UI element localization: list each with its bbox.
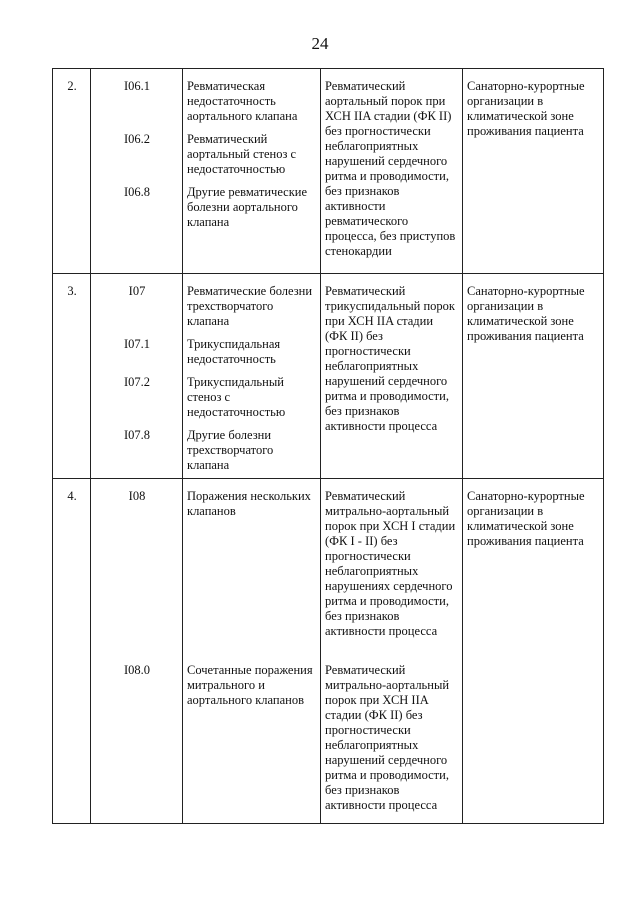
organization-text: Санаторно-курортные организации в климатической зоне проживания пациента: [467, 284, 585, 343]
table-row: [53, 69, 604, 274]
organization-cell: [463, 274, 604, 479]
table-row: [53, 274, 604, 479]
icd-code: I07.1: [123, 337, 151, 351]
diagnosis-text: Другие ревматические болезни аортального клапана: [187, 185, 308, 229]
patient-model-text: Ревматический митрально-аортальный порок при ХСН IIA стадии (ФК II) без прогностически неблагоприятных нарушений сердечного ритма и проводимости, без признаков активности процесса: [325, 663, 450, 812]
patient-model-cell: [321, 274, 463, 479]
icd-code-cell: [91, 274, 183, 479]
diagnosis-text: Трикуспидальная недостаточность: [187, 337, 281, 366]
icd-code: I06.8: [123, 185, 151, 199]
row-number: 3.: [53, 274, 91, 479]
row-number: 2.: [53, 69, 91, 274]
icd-code-cell: [91, 69, 183, 274]
diagnosis-text: Сочетанные поражения митрального и аортального клапанов: [187, 663, 313, 707]
patient-model-cell: [321, 479, 463, 824]
treatment-table: [52, 68, 604, 824]
icd-code: I08.0: [123, 663, 151, 677]
icd-code: I07.8: [123, 428, 151, 442]
diagnosis-cell: [183, 479, 321, 824]
icd-code: I06.2: [123, 132, 151, 146]
diagnosis-cell: [183, 274, 321, 479]
diagnosis-cell: [183, 69, 321, 274]
diagnosis-text: Поражения нескольких клапанов: [187, 489, 311, 518]
icd-code: I08: [128, 489, 146, 503]
organization-text: Санаторно-курортные организации в климатической зоне проживания пациента: [467, 79, 585, 138]
icd-code-cell: [91, 479, 183, 824]
organization-text: Санаторно-курортные организации в климатической зоне проживания пациента: [467, 489, 585, 548]
patient-model-text: Ревматический аортальный порок при ХСН IIA стадии (ФК II) без прогностически неблагоприятных нарушений сердечного ритма и проводимости, без признаков активности ревматического процесса, без приступов стенокардии: [325, 79, 456, 258]
organization-cell: [463, 69, 604, 274]
diagnosis-text: Ревматический аортальный стеноз с недостаточностью: [187, 132, 297, 176]
patient-model-text: Ревматический митрально-аортальный порок при ХСН I стадии (ФК I - II) без прогностически неблагоприятных нарушениях сердечного ритма и проводимости, без признаков активности процесса: [325, 489, 456, 638]
organization-cell: [463, 479, 604, 824]
diagnosis-text: Другие болезни трехстворчатого клапана: [187, 428, 274, 472]
patient-model-text: Ревматический трикуспидальный порок при ХСН IIA стадии (ФК II) без прогностически неблагоприятных нарушений сердечного ритма и проводимости, без признаков активности процесса: [325, 284, 455, 433]
diagnosis-text: Ревматические болезни трехстворчатого клапана: [187, 284, 313, 328]
page-number: 24: [311, 34, 329, 53]
icd-code: I07: [128, 284, 146, 298]
icd-code: I06.1: [123, 79, 151, 93]
diagnosis-text: Трикуспидальный стеноз с недостаточностью: [187, 375, 286, 419]
row-number: 4.: [53, 479, 91, 824]
icd-code: I07.2: [123, 375, 151, 389]
table-row: [53, 479, 604, 824]
patient-model-cell: [321, 69, 463, 274]
diagnosis-text: Ревматическая недостаточность аортального клапана: [187, 79, 298, 123]
